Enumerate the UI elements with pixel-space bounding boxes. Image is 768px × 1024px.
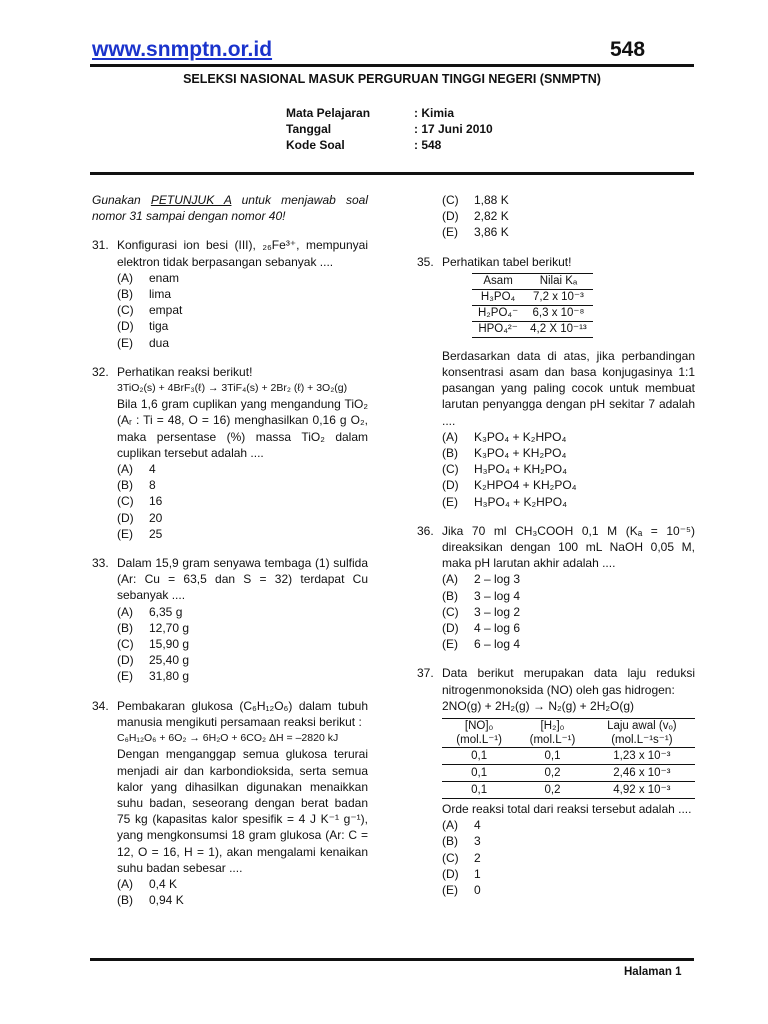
option[interactable] <box>117 636 368 652</box>
option-label: (E) <box>117 669 133 684</box>
option[interactable] <box>442 494 695 510</box>
option-text: H₃PO₄ + K₂HPO₄ <box>474 494 568 509</box>
table-cell: 1,23 x 10⁻³ <box>589 748 695 765</box>
option-text: 0,94 K <box>149 893 184 908</box>
meta-value: : Kimia <box>414 106 455 120</box>
option-text: 6,35 g <box>149 604 183 619</box>
question-text: Perhatikan reaksi berikut! <box>117 364 253 379</box>
option-label: (A) <box>117 876 133 891</box>
option-label: (B) <box>117 893 133 908</box>
option[interactable] <box>442 833 695 849</box>
option-label: (C) <box>117 494 134 509</box>
question-text: Pembakaran glukosa (C₆H₁₂O₆) dalam tubuh manusia mengikuti persamaan reaksi berikut : <box>117 698 368 729</box>
option-text: 4 <box>149 462 156 477</box>
option-text: 4 <box>474 818 481 833</box>
option[interactable] <box>442 850 695 866</box>
option-label: (E) <box>442 225 458 240</box>
option[interactable] <box>117 461 368 477</box>
option-label: (C) <box>442 850 459 865</box>
meta-rule <box>90 172 694 175</box>
table-row <box>472 321 593 337</box>
question-text: Data berikut merupakan data laju reduksi nitrogenmonoksida (NO) oleh gas hidrogen: <box>442 666 695 697</box>
option[interactable] <box>117 477 368 493</box>
option-text: enam <box>149 270 180 285</box>
option-label: (D) <box>442 478 459 493</box>
footer-rule <box>90 958 694 961</box>
option-text: empat <box>149 303 183 318</box>
option-text: 1 <box>474 866 481 881</box>
option-label: (E) <box>442 883 458 898</box>
option-label: (C) <box>442 193 459 207</box>
option-label: (B) <box>442 834 458 849</box>
question-31 <box>92 237 368 350</box>
question-number: 37. <box>417 666 434 681</box>
option[interactable] <box>117 510 368 526</box>
question-text-2: Orde reaksi total dari reaksi tersebut adalah .... <box>442 802 692 817</box>
instructions-pre: Gunakan <box>92 193 151 207</box>
option-label: (C) <box>117 303 134 318</box>
table-cell: 0,1 <box>442 765 516 782</box>
exam-meta <box>286 106 493 154</box>
option[interactable] <box>442 429 695 445</box>
option[interactable] <box>442 636 695 652</box>
option-label: (D) <box>117 653 134 668</box>
option-label: (E) <box>117 526 133 541</box>
reaction-equation: 2NO(g) + 2H₂(g) → N₂(g) + 2H₂O(g) <box>442 698 635 713</box>
option-text: 6 – log 4 <box>474 637 521 652</box>
question-text-2: Bila 1,6 gram cuplikan yang mengandung TiO₂ (Aᵣ : Ti = 48, O = 16) menghasilkan 0,16 g O₂, maka persentase (%) massa TiO₂ dalam cuplikan tersebut adalah .... <box>117 397 368 460</box>
table-row <box>442 765 695 782</box>
option[interactable] <box>442 461 695 477</box>
table-cell: 0,2 <box>516 765 588 782</box>
page-title: SELEKSI NASIONAL MASUK PERGURUAN TINGGI NEGERI (SNMPTN) <box>183 72 601 86</box>
option-label: (A) <box>117 270 133 285</box>
question-35 <box>417 254 695 510</box>
option-label: (E) <box>442 637 458 652</box>
meta-key: Mata Pelajaran <box>286 106 371 120</box>
question-number: 36. <box>417 523 434 538</box>
question-number: 34. <box>92 698 109 713</box>
option[interactable] <box>117 892 368 908</box>
meta-value: : 548 <box>414 138 442 152</box>
table-cell: 0,1 <box>516 748 588 765</box>
option[interactable] <box>117 493 368 509</box>
acid-table <box>472 273 593 338</box>
question-number: 31. <box>92 238 109 253</box>
table-header: [NO]₀ (mol.L⁻¹) <box>442 719 516 748</box>
option-text: 0 <box>474 883 481 898</box>
option-text: 20 <box>149 510 163 525</box>
option-label: (B) <box>117 478 133 493</box>
option[interactable] <box>442 208 695 224</box>
option-text: K₃PO₄ + K₂HPO₄ <box>474 429 567 444</box>
option-label: (A) <box>442 572 458 587</box>
rate-table <box>442 718 695 799</box>
option[interactable] <box>117 270 368 286</box>
option-text: dua <box>149 335 170 350</box>
meta-key: Kode Soal <box>286 138 345 152</box>
option-label: (B) <box>117 287 133 302</box>
option-list <box>117 270 368 351</box>
question-34 <box>92 698 368 909</box>
table-row <box>442 748 695 765</box>
question-32 <box>92 364 368 542</box>
option-text: 1,88 K <box>474 193 509 207</box>
option[interactable] <box>442 882 695 898</box>
option-label: (D) <box>117 319 134 334</box>
option-label: (C) <box>117 637 134 652</box>
option-list <box>442 571 695 652</box>
option-text: 16 <box>149 494 163 509</box>
header-rule <box>90 64 694 67</box>
option[interactable] <box>442 588 695 604</box>
question-text: Jika 70 ml CH₃COOH 0,1 M (Kₐ = 10⁻⁵) direaksikan dengan 100 mL NaOH 0,05 M, maka pH larutan akhir adalah .... <box>442 523 695 571</box>
table-row <box>472 289 593 305</box>
question-number: 32. <box>92 364 109 379</box>
option-text: 2,82 K <box>474 209 509 224</box>
table-cell: 0,1 <box>442 748 516 765</box>
question-text: Perhatikan tabel berikut! <box>442 254 572 269</box>
table-cell: HPO₄²⁻ <box>472 321 524 337</box>
option-label: (B) <box>117 620 133 635</box>
option[interactable] <box>442 620 695 636</box>
option[interactable] <box>442 866 695 882</box>
option-text: 3,86 K <box>474 225 509 240</box>
option[interactable] <box>117 286 368 302</box>
instructions-post: untuk menjawab soal nomor 31 sampai dengan nomor 40! <box>92 193 368 224</box>
meta-row <box>286 138 493 154</box>
question-text: Dalam 15,9 gram senyawa tembaga (1) sulfida (Ar: Cu = 63,5 dan S = 32) terdapat Cu sebanyak .... <box>117 556 368 603</box>
option[interactable] <box>442 817 695 833</box>
table-cell: 7,2 x 10⁻³ <box>524 289 593 305</box>
option-text: 2 – log 3 <box>474 572 521 587</box>
option-label: (A) <box>117 604 133 619</box>
option[interactable] <box>117 318 368 334</box>
question-number: 35. <box>417 254 434 269</box>
option[interactable] <box>442 224 695 240</box>
reaction-equation: C₆H₁₂O₆ + 6O₂ → 6H₂O + 6CO₂ ΔH = –2820 kJ <box>117 732 339 745</box>
table-row <box>472 305 593 321</box>
option[interactable] <box>442 192 695 208</box>
option[interactable] <box>117 302 368 318</box>
option-list <box>117 461 368 542</box>
option[interactable] <box>442 445 695 461</box>
table-cell: 2,46 x 10⁻³ <box>589 765 695 782</box>
question-text-2: Dengan menganggap semua glukosa terurai menjadi air dan karbondioksida, serta semua kalor yang dihasilkan digunakan menaikkan suhu badan, seseorang dengan berat badan 75 kg (kapasitas kalor spesifik = 4 J K⁻¹ g⁻¹), yang mengkonsumsi 18 gram glukosa (Ar: C = 12, O = 16, H = 1), akan mengalami kenaikan suhu badan sebesar .... <box>117 747 368 875</box>
option-text: 2 <box>474 850 481 865</box>
meta-row <box>286 106 493 122</box>
table-header: [H₂]₀ (mol.L⁻¹) <box>516 719 588 748</box>
option-text: 3 – log 2 <box>474 604 521 619</box>
site-link[interactable]: www.snmptn.or.id <box>92 38 273 61</box>
question-37 <box>417 665 695 898</box>
table-header-row <box>472 273 593 289</box>
reaction-equation: 3TiO₂(s) + 4BrF₃(ℓ) → 3TiF₄(s) + 2Br₂ (ℓ) + 3O₂(g) <box>117 382 348 395</box>
option-list <box>117 604 368 685</box>
option[interactable] <box>442 604 695 620</box>
option-text: lima <box>149 287 172 302</box>
option-text: 3 <box>474 834 481 849</box>
page-number: Halaman 1 <box>624 966 682 978</box>
option[interactable] <box>117 652 368 668</box>
option-text: 3 – log 4 <box>474 588 521 603</box>
meta-value: : 17 Juni 2010 <box>414 122 493 136</box>
option-list <box>117 876 368 908</box>
question-33 <box>92 555 368 685</box>
option[interactable] <box>117 604 368 620</box>
table-cell: 6,3 x 10⁻⁸ <box>524 305 593 321</box>
table-header: Asam <box>472 273 524 289</box>
question-number: 33. <box>92 556 109 571</box>
option-label: (B) <box>442 588 458 603</box>
table-cell: H₂PO₄⁻ <box>472 305 524 321</box>
instructions <box>92 192 368 224</box>
option-label: (A) <box>442 818 458 833</box>
table-header: Laju awal (vₒ) (mol.L⁻¹s⁻¹) <box>589 719 695 748</box>
option-text: K₃PO₄ + KH₂PO₄ <box>474 446 567 461</box>
option-text: tiga <box>149 319 169 334</box>
option-text: 25,40 g <box>149 653 190 668</box>
option[interactable] <box>117 526 368 542</box>
option-list <box>442 817 695 898</box>
option-label: (D) <box>117 510 134 525</box>
option-label: (D) <box>442 866 459 881</box>
option-label: (C) <box>442 462 459 477</box>
option-label: (A) <box>442 429 458 444</box>
table-row <box>442 782 695 799</box>
option-text: 25 <box>149 526 163 541</box>
option-list <box>442 429 695 510</box>
option-label: (E) <box>442 494 458 509</box>
exam-code: 548 <box>610 38 646 61</box>
table-cell: H₃PO₄ <box>472 289 524 305</box>
table-cell: 4,92 x 10⁻³ <box>589 782 695 799</box>
option[interactable] <box>442 571 695 587</box>
question-text-2: Berdasarkan data di atas, jika perbandingan konsentrasi asam dan basa konjugasinya 1:1 pasangan yang paling cocok untuk membuat larutan penyangga dengan pH sekitar 7 adalah .... <box>442 348 695 428</box>
table-cell: 0,2 <box>516 782 588 799</box>
option-text: H₃PO₄ + KH₂PO₄ <box>474 462 568 477</box>
table-cell: 4,2 X 10⁻¹³ <box>524 321 593 337</box>
option-text: 8 <box>149 478 156 493</box>
option-label: (D) <box>442 621 459 636</box>
right-column <box>417 192 695 898</box>
meta-key: Tanggal <box>286 122 332 136</box>
option-label: (C) <box>442 604 459 619</box>
option[interactable] <box>117 620 368 636</box>
question-text: Konfigurasi ion besi (III), ₂₆Fe³⁺, mempunyai elektron tidak berpasangan sebanyak .... <box>117 238 368 269</box>
table-header-row <box>442 719 695 748</box>
left-column <box>92 192 368 908</box>
option-text: 31,80 g <box>149 669 190 684</box>
meta-row <box>286 122 493 138</box>
table-header: Nilai Kₐ <box>524 273 593 289</box>
question-36 <box>417 523 695 653</box>
option[interactable] <box>117 876 368 892</box>
option-label: (A) <box>117 462 133 477</box>
option-text: 15,90 g <box>149 637 190 652</box>
option-list-continued <box>442 192 695 241</box>
option-label: (B) <box>442 446 458 461</box>
option-label: (D) <box>442 209 459 224</box>
option[interactable] <box>117 335 368 351</box>
instructions-link: PETUNJUK A <box>150 193 232 207</box>
option-text: 12,70 g <box>149 620 190 635</box>
option[interactable] <box>117 668 368 684</box>
option-text: 0,4 K <box>149 876 178 891</box>
option-text: 4 – log 6 <box>474 621 521 636</box>
table-cell: 0,1 <box>442 782 516 799</box>
option-text: K₂HPO4 + KH₂PO₄ <box>474 478 577 493</box>
option-label: (E) <box>117 335 133 350</box>
option[interactable] <box>442 477 695 493</box>
